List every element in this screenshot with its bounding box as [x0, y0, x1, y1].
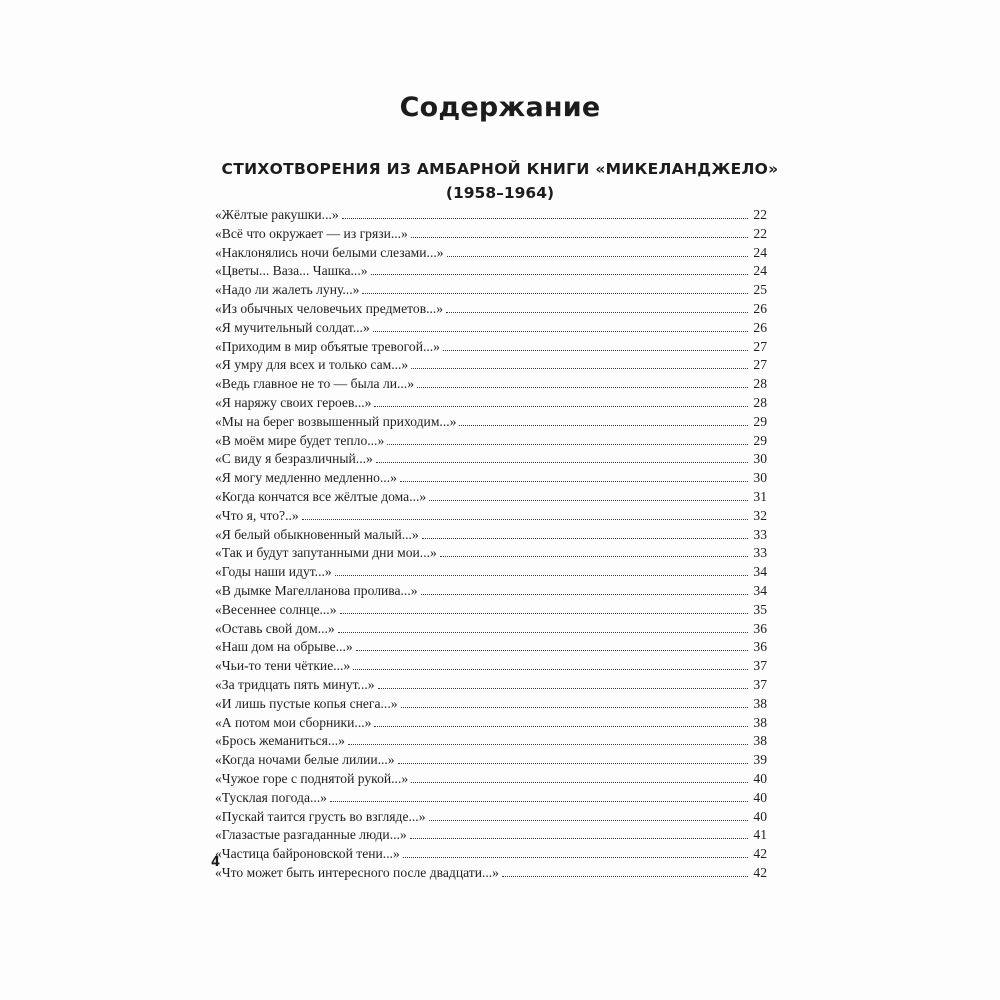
toc-entry	[215, 846, 767, 865]
toc-entry-page: 39	[753, 752, 767, 768]
toc-entry-page: 22	[753, 207, 767, 222]
toc-entry	[215, 527, 767, 546]
toc-entry-page: 42	[753, 846, 767, 862]
toc-leader-dots	[411, 368, 748, 369]
toc-leader-dots	[338, 632, 748, 633]
toc-entry-title: «С виду я безразличный...»	[215, 451, 373, 467]
toc-entry-page: 42	[753, 864, 767, 880]
toc-leader-dots	[348, 744, 748, 745]
toc-leader-dots	[411, 782, 748, 783]
toc-entry	[215, 545, 767, 564]
toc-leader-dots	[429, 500, 748, 501]
page-number: 4	[211, 855, 221, 870]
toc-entry	[215, 414, 767, 433]
toc-entry-title: «Брось жеманиться...»	[215, 733, 345, 749]
toc-leader-dots	[447, 256, 748, 257]
toc-leader-dots	[374, 406, 748, 407]
toc-entry-title: «Оставь свой дом...»	[215, 620, 335, 636]
toc-entry	[215, 339, 767, 358]
toc-entry	[215, 809, 767, 828]
toc-entry	[215, 715, 767, 734]
toc-entry-title: «В дымке Магелланова пролива...»	[215, 582, 418, 598]
toc-leader-dots	[401, 707, 748, 708]
toc-leader-dots	[398, 763, 748, 764]
toc-entry-page: 34	[753, 582, 767, 598]
toc-entry-page: 36	[753, 639, 767, 655]
toc-entry-title: «Цветы... Ваза... Чашка...»	[215, 263, 368, 279]
toc-leader-dots	[330, 801, 748, 802]
toc-entry-page: 32	[753, 507, 767, 523]
toc-entry-title: «Я умру для всех и только сам...»	[215, 357, 409, 373]
toc-entry	[215, 357, 767, 376]
toc-entry-title: «Весеннее солнце...»	[215, 601, 337, 617]
toc-entry-page: 37	[753, 658, 767, 674]
toc-entry-title: «За тридцать пять минут...»	[215, 676, 375, 692]
toc-entry	[215, 489, 767, 508]
toc-leader-dots	[342, 218, 748, 219]
toc-entry-title: «В моём мире будет тепло...»	[215, 432, 385, 448]
toc-entry	[215, 677, 767, 696]
toc-leader-dots	[417, 387, 748, 388]
toc-entry-title: «Наш дом на обрыве...»	[215, 639, 353, 655]
toc-entry-page: 24	[753, 244, 767, 260]
toc-leader-dots	[410, 838, 748, 839]
toc-entry-page: 25	[753, 282, 767, 298]
toc-entry	[215, 470, 767, 489]
toc-leader-dots	[421, 594, 748, 595]
toc-entry	[215, 733, 767, 752]
toc-entry-title: «Тусклая погода...»	[215, 789, 327, 805]
toc-entry	[215, 395, 767, 414]
toc-leader-dots	[356, 650, 748, 651]
toc-leader-dots	[422, 538, 748, 539]
toc-entry-page: 33	[753, 545, 767, 561]
table-of-contents	[215, 207, 767, 884]
toc-entry	[215, 696, 767, 715]
toc-entry-page: 29	[753, 413, 767, 429]
toc-entry-title: «Наклонялись ночи белыми слезами...»	[215, 244, 444, 260]
page-title: Содержание	[399, 92, 601, 123]
toc-leader-dots	[340, 613, 749, 614]
toc-leader-dots	[371, 274, 748, 275]
toc-leader-dots	[373, 331, 748, 332]
toc-entry-title: «Всё что окружает — из грязи...»	[215, 225, 408, 241]
toc-entry-page: 30	[753, 470, 767, 486]
toc-entry	[215, 451, 767, 470]
toc-entry-title: «Я могу медленно медленно...»	[215, 470, 397, 486]
toc-entry-page: 29	[753, 432, 767, 448]
toc-entry-title: «Что я, что?..»	[215, 507, 299, 523]
toc-entry-page: 27	[753, 357, 767, 373]
toc-entry-page: 27	[753, 338, 767, 354]
toc-entry-title: «И лишь пустые копья снега...»	[215, 695, 398, 711]
toc-entry-title: «Глазастые разгаданные люди...»	[215, 827, 407, 843]
toc-leader-dots	[429, 820, 749, 821]
toc-entry-title: «Жёлтые ракушки...»	[215, 207, 339, 222]
toc-entry-page: 36	[753, 620, 767, 636]
toc-entry	[215, 207, 767, 226]
toc-entry-page: 34	[753, 564, 767, 580]
toc-entry-title: «Чужое горе с поднятой рукой...»	[215, 770, 409, 786]
toc-entry-title: «Когда кончатся все жёлтые дома...»	[215, 488, 427, 504]
toc-entry-page: 40	[753, 789, 767, 805]
toc-entry	[215, 827, 767, 846]
toc-entry-page: 40	[753, 770, 767, 786]
toc-entry	[215, 301, 767, 320]
toc-entry-title: «Годы наши идут...»	[215, 564, 332, 580]
toc-leader-dots	[376, 462, 748, 463]
toc-entry	[215, 508, 767, 527]
toc-entry	[215, 583, 767, 602]
toc-entry-title: «Когда ночами белые лилии...»	[215, 752, 395, 768]
toc-leader-dots	[459, 425, 748, 426]
toc-entry-page: 31	[753, 488, 767, 504]
toc-entry-title: «Я наряжу своих героев...»	[215, 394, 372, 410]
section-heading: СТИХОТВОРЕНИЯ ИЗ АМБАРНОЙ КНИГИ «МИКЕЛАНДЖЕЛО»	[221, 160, 779, 178]
toc-entry-page: 37	[753, 676, 767, 692]
toc-entry-title: «Чьи-то тени чёткие...»	[215, 658, 351, 674]
toc-entry-title: «Частица байроновской тени...»	[215, 846, 400, 862]
toc-entry-page: 22	[753, 225, 767, 241]
toc-entry	[215, 752, 767, 771]
toc-entry-page: 40	[753, 808, 767, 824]
toc-entry-page: 26	[753, 300, 767, 316]
toc-entry	[215, 790, 767, 809]
toc-entry	[215, 226, 767, 245]
toc-entry-title: «Из обычных человечьих предметов...»	[215, 300, 444, 316]
toc-entry-page: 38	[753, 714, 767, 730]
section-years: (1958–1964)	[445, 184, 555, 202]
toc-entry	[215, 639, 767, 658]
toc-entry	[215, 433, 767, 452]
toc-entry	[215, 602, 767, 621]
toc-leader-dots	[335, 575, 748, 576]
toc-entry-page: 24	[753, 263, 767, 279]
toc-leader-dots	[374, 726, 748, 727]
toc-entry-title: «Я белый обыкновенный малый...»	[215, 526, 419, 542]
toc-entry-title: «Что может быть интересного после двадцати...»	[215, 864, 499, 880]
toc-leader-dots	[502, 876, 748, 877]
toc-entry-title: «А потом мои сборники...»	[215, 714, 372, 730]
toc-entry	[215, 376, 767, 395]
toc-leader-dots	[378, 688, 748, 689]
toc-entry	[215, 263, 767, 282]
toc-entry	[215, 320, 767, 339]
toc-entry-page: 33	[753, 526, 767, 542]
toc-entry	[215, 865, 767, 884]
toc-leader-dots	[362, 293, 748, 294]
toc-leader-dots	[353, 669, 748, 670]
toc-leader-dots	[302, 519, 748, 520]
toc-entry-title: «Мы на берег возвышенный приходим...»	[215, 413, 457, 429]
toc-leader-dots	[387, 444, 748, 445]
toc-entry	[215, 282, 767, 301]
toc-entry-page: 41	[753, 827, 767, 843]
toc-leader-dots	[400, 481, 748, 482]
toc-entry	[215, 245, 767, 264]
toc-entry	[215, 621, 767, 640]
toc-entry-page: 28	[753, 376, 767, 392]
toc-entry-title: «Ведь главное не то — была ли...»	[215, 376, 414, 392]
toc-leader-dots	[440, 556, 748, 557]
toc-entry	[215, 658, 767, 677]
toc-entry-title: «Пускай таится грусть во взгляде...»	[215, 808, 426, 824]
toc-entry-title: «Так и будут запутанными дни мои...»	[215, 545, 437, 561]
toc-entry-page: 35	[753, 601, 767, 617]
toc-entry-page: 38	[753, 733, 767, 749]
toc-entry	[215, 771, 767, 790]
toc-entry	[215, 564, 767, 583]
toc-entry-page: 28	[753, 394, 767, 410]
toc-leader-dots	[446, 312, 748, 313]
toc-entry-title: «Надо ли жалеть луну...»	[215, 282, 360, 298]
toc-leader-dots	[403, 857, 748, 858]
toc-leader-dots	[443, 350, 748, 351]
toc-entry-title: «Приходим в мир объятые тревогой...»	[215, 338, 440, 354]
toc-entry-page: 30	[753, 451, 767, 467]
toc-entry-title: «Я мучительный солдат...»	[215, 319, 370, 335]
toc-leader-dots	[411, 237, 748, 238]
toc-entry-page: 26	[753, 319, 767, 335]
toc-entry-page: 38	[753, 695, 767, 711]
